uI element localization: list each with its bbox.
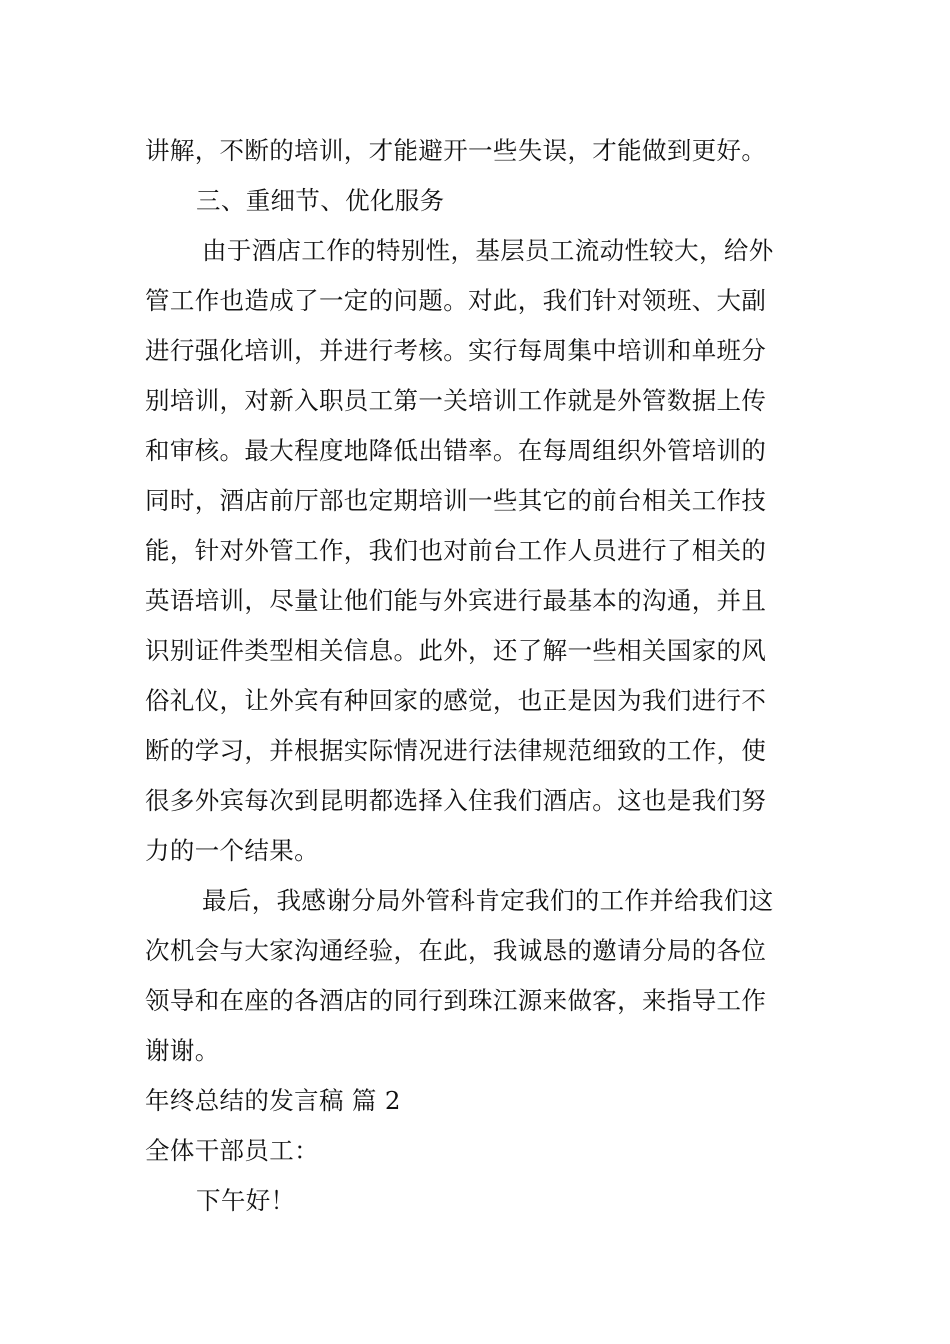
text-line-14: 很多外宾每次到昆明都选择入住我们酒店。这也是我们努 xyxy=(145,786,767,815)
text-line-5: 进行强化培训，并进行考核。实行每周集中培训和单班分 xyxy=(145,336,767,365)
text-line-1: 讲解，不断的培训，才能避开一些失误，才能做到更好。 xyxy=(145,136,767,165)
section-heading: 三、重细节、优化服务 xyxy=(196,186,445,215)
text-line-6: 别培训，对新入职员工第一关培训工作就是外管数据上传 xyxy=(145,386,767,415)
text-line-19: 谢谢。 xyxy=(145,1036,220,1065)
text-line-11: 识别证件类型相关信息。此外，还了解一些相关国家的风 xyxy=(145,636,767,665)
text-line-8: 同时，酒店前厅部也定期培训一些其它的前台相关工作技 xyxy=(145,486,767,515)
text-line-9: 能，针对外管工作，我们也对前台工作人员进行了相关的 xyxy=(145,536,767,565)
text-line-17: 次机会与大家沟通经验，在此，我诚恳的邀请分局的各位 xyxy=(145,936,767,965)
text-line-3: 由于酒店工作的特别性，基层员工流动性较大，给外 xyxy=(202,236,774,265)
greeting: 下午好！ xyxy=(196,1186,296,1215)
text-line-10: 英语培训，尽量让他们能与外宾进行最基本的沟通，并且 xyxy=(145,586,767,615)
text-line-16: 最后，我感谢分局外管科肯定我们的工作并给我们这 xyxy=(202,886,774,915)
text-line-13: 断的学习，并根据实际情况进行法律规范细致的工作，使 xyxy=(145,736,767,765)
text-line-15: 力的一个结果。 xyxy=(145,836,319,865)
text-line-7: 和审核。最大程度地降低出错率。在每周组织外管培训的 xyxy=(145,436,767,465)
document-subtitle: 年终总结的发言稿 篇 2 xyxy=(145,1086,401,1115)
text-line-18: 领导和在座的各酒店的同行到珠江源来做客，来指导工作 xyxy=(145,986,767,1015)
salutation: 全体干部员工： xyxy=(145,1136,319,1165)
text-line-4: 管工作也造成了一定的问题。对此，我们针对领班、大副 xyxy=(145,286,767,315)
text-line-12: 俗礼仪，让外宾有种回家的感觉，也正是因为我们进行不 xyxy=(145,686,767,715)
